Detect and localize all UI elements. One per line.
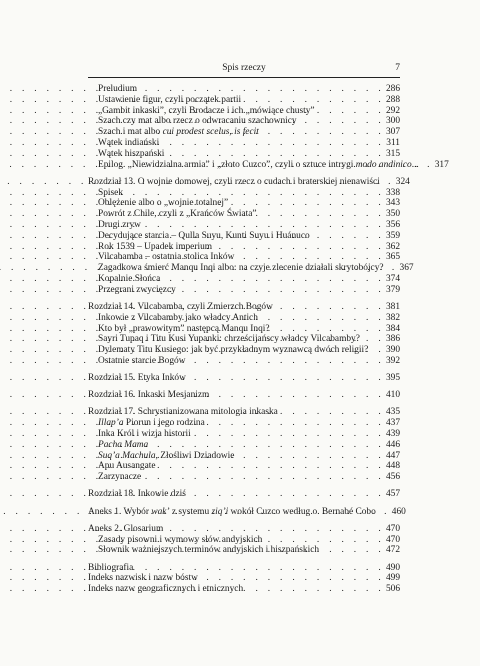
dot-leader (209, 390, 384, 401)
toc-section-entry (88, 313, 400, 324)
dot-leader (310, 231, 384, 242)
toc-entry-title-part: Sayri Tupaq i Titu Kusi Yupanki: chrześcijańscy władcy Vilcabamby? (98, 334, 360, 345)
toc-entry-title-italic: Illap’a (98, 418, 124, 429)
toc-entry-title-part: Aneks 1. Wybór (88, 506, 152, 517)
toc-entry-title-italic: Pacha Mama (98, 439, 149, 450)
toc-page-number: 359 (385, 230, 400, 241)
toc-entry-title-italic: Suq’a Machula (98, 450, 156, 461)
toc-page-number: 460 (391, 506, 406, 517)
toc-section-entry (88, 149, 400, 160)
toc-chapter-entry (88, 524, 400, 535)
dot-leader (262, 535, 384, 546)
toc-page-number: 437 (385, 418, 400, 429)
dot-leader (186, 373, 384, 384)
dot-leader (176, 285, 384, 296)
toc-page-number: 506 (385, 584, 400, 595)
toc-entry-title-part: Rozdział 16. Inkaski Mesjanizm (88, 390, 210, 401)
toc-section-entry (88, 138, 400, 149)
dot-leader (123, 188, 384, 199)
dot-leader (270, 324, 384, 335)
toc-section-entry (88, 220, 400, 231)
toc-page-number: 448 (385, 461, 400, 472)
toc-page-number: 300 (385, 116, 400, 127)
toc-entry-title-part: wokół Cuzco według o. Bernabé Cobo (228, 506, 376, 517)
dot-leader (319, 545, 384, 556)
toc-entry-title-part: Zasady pisowni i wymowy słów andyjskich (98, 534, 263, 545)
toc-chapter-entry (88, 489, 400, 500)
dot-leader (141, 472, 384, 483)
toc-section-entry (88, 231, 400, 242)
toc-section-entry (88, 545, 400, 556)
toc-page-number: 446 (385, 439, 400, 450)
toc-page-number: 324 (395, 176, 410, 187)
dot-leader (258, 313, 384, 324)
toc-section-entry (88, 209, 400, 220)
dot-leader (241, 95, 384, 106)
dot-leader (205, 418, 384, 429)
dot-leader (257, 209, 384, 220)
dot-leader (164, 149, 384, 160)
toc-section-entry (88, 106, 400, 117)
toc-page-number: 435 (385, 407, 400, 418)
dot-leader (297, 116, 384, 127)
toc-page-number: 470 (385, 534, 400, 545)
page-number: 7 (395, 63, 400, 73)
toc-section-entry (88, 198, 400, 209)
toc-page-number: 374 (385, 273, 400, 284)
toc-entry-title-part: Rozdział 18. Inkowie dziś (88, 489, 186, 500)
toc-section-entry (88, 252, 400, 263)
dot-leader (141, 220, 384, 231)
dot-leader (185, 356, 384, 367)
toc-page-number: 410 (385, 390, 400, 401)
toc-entry-title-part: Kopalnie Słońca (98, 273, 161, 284)
toc-page-number: 362 (385, 241, 400, 252)
toc-page-number: 343 (385, 198, 400, 209)
toc-entry-title-part: Wątek hiszpański (98, 148, 165, 159)
toc-page-number: 384 (385, 323, 400, 334)
toc-entry-title-italic: cui prodest scelus, is fecit (162, 127, 259, 138)
toc-entry-title-part: Oblężenie albo o „wojnie totalnej” (98, 198, 229, 209)
toc-page-number: 395 (385, 373, 400, 384)
toc-section-entry (88, 429, 400, 440)
dot-leader (315, 106, 384, 117)
dot-leader (212, 242, 384, 253)
toc-chapter-entry (88, 176, 410, 188)
toc-section-entry (88, 334, 400, 345)
toc-section-entry (88, 418, 400, 429)
dot-leader (160, 274, 384, 285)
toc-section-entry (88, 440, 400, 451)
toc-chapter-entry (88, 573, 400, 584)
toc-chapter-entry (88, 390, 400, 401)
toc-section-entry (88, 159, 449, 171)
toc-page-number: 472 (385, 545, 400, 556)
toc-page-number: 439 (385, 429, 400, 440)
toc-page-number: 338 (385, 187, 400, 198)
dot-leader (273, 302, 384, 313)
toc-page-number: 288 (385, 94, 400, 105)
dot-leader (159, 138, 384, 149)
toc-page-number: 367 (399, 263, 414, 274)
toc-section-entry (88, 461, 400, 472)
toc-chapter-entry (88, 373, 400, 384)
toc-section-entry (88, 285, 400, 296)
toc-entry-title-part: Zagadkowa śmierć Manqu Inqi albo: na czyje zlecenie działali skrytobójcy? (98, 263, 384, 274)
running-head (88, 62, 400, 74)
dot-leader (368, 345, 384, 356)
toc-section-entry (88, 116, 400, 127)
toc-section-entry (88, 451, 400, 462)
toc-section-entry (88, 345, 400, 356)
toc-entry-title-part: Przegrani zwycięzcy (98, 284, 176, 295)
dot-leader (360, 334, 384, 345)
toc-entry-title-italic: ziq’i (211, 506, 229, 517)
toc-entry-title-part: Rozdział 13. O wojnie domowej, czyli rzecz o cudach i braterskiej nienawiści (88, 176, 380, 187)
toc-chapter-entry (88, 407, 400, 418)
toc-entry-title-part: Ostatnie starcie Bogów (98, 355, 186, 366)
toc-page-number: 365 (385, 252, 400, 263)
dot-leader (243, 584, 384, 595)
toc-page-number: 379 (385, 284, 400, 295)
toc-page-number: 386 (385, 334, 400, 345)
toc-entry-title-part: Ustawienie figur, czyli początek partii (98, 94, 242, 105)
toc-entry-title-part: Epilog. „Niewidzialna armia” i „złoto Cuzco”, czyli o sztuce intrygi (98, 159, 356, 170)
dot-leader (133, 563, 384, 574)
toc-chapter-entry (88, 506, 406, 518)
dot-leader (156, 461, 384, 472)
toc-section-entry (88, 95, 400, 106)
toc-entry-title-part: Inka Król i wizja historii (98, 429, 191, 440)
toc-section-entry (88, 535, 400, 546)
toc-entry-title-part: Kto był „prawowitym” następcą Manqu Inqi? (98, 323, 270, 334)
toc-section-entry (88, 84, 400, 95)
toc-entry-title-part: Inkowie z Vilcabamby jako władcy Antich (98, 312, 258, 323)
toc-page-number: 447 (385, 450, 400, 461)
toc-entry-title-part: Rozdział 15. Etyka Inków (88, 373, 186, 384)
toc-entry-title-part: Piorun i jego rodzina (123, 418, 205, 429)
table-of-contents (88, 84, 449, 595)
dot-leader (191, 429, 384, 440)
toc-page-number: 499 (385, 573, 400, 584)
toc-chapter-entry (88, 302, 400, 313)
toc-page-number: 356 (385, 219, 400, 230)
toc-section-entry (88, 188, 400, 199)
dot-leader (259, 127, 384, 138)
dot-leader (234, 252, 384, 263)
toc-entry-title-part: „Gambit inkaski”, czyli Brodacze i ich „mówiące chusty” (98, 105, 315, 116)
toc-entry-title-part: Aneks 2. Glosarium (88, 523, 164, 534)
toc-page-number: 292 (385, 105, 400, 116)
toc-section-entry (88, 242, 400, 253)
toc-entry-title-part: Słownik ważniejszych terminów andyjskich i hiszpańskich (98, 545, 320, 556)
toc-chapter-entry (88, 584, 400, 595)
toc-page-number: 286 (385, 84, 400, 94)
dot-leader (198, 573, 384, 584)
toc-page-number: 381 (385, 301, 400, 312)
toc-page-number: 315 (385, 148, 400, 159)
toc-page-number: 470 (385, 523, 400, 534)
toc-entry-title-part: Spisek (98, 187, 124, 198)
toc-entry-title-part: Dylematy Titu Kusiego: jak być przykładnym wyznawcą dwóch religii? (98, 345, 369, 356)
toc-entry-title-part: Bibliografia (88, 562, 134, 573)
dot-leader (384, 263, 398, 274)
toc-entry-title-part: Indeks nazwisk i nazw bóstw (88, 573, 198, 584)
toc-section-entry (88, 274, 400, 285)
toc-page-number: 390 (385, 345, 400, 356)
dot-leader (278, 407, 384, 418)
toc-entry-title-part: Szach czy mat albo rzecz o odwracaniu szachownicy (98, 116, 297, 127)
toc-entry-title-part: Szach i mat albo (98, 127, 163, 138)
toc-entry-title-part: Indeks nazw geograficznych i etnicznych (88, 584, 244, 595)
toc-page-number: 392 (385, 355, 400, 366)
header-rule (88, 77, 400, 78)
toc-section-entry (88, 127, 400, 138)
toc-entry-title-part: Drugi zryw (98, 219, 141, 230)
toc-page-number: 311 (386, 137, 400, 148)
toc-page-number: 490 (385, 562, 400, 573)
toc-page-number: 317 (434, 159, 449, 170)
dot-leader (380, 177, 394, 188)
toc-entry-title-part: Zarzynacze (98, 472, 142, 483)
toc-entry-title-part: Powrót z Chile, czyli z „Krańców Świata” (98, 209, 257, 220)
dot-leader (376, 507, 390, 518)
toc-section-entry (88, 356, 400, 367)
toc-entry-title-part: Rozdział 17. Schrystianizowana mitologia inkaska (88, 407, 278, 418)
toc-entry-title-italic: modo andinico (355, 159, 412, 170)
dot-leader (186, 489, 384, 500)
toc-section-entry (88, 263, 414, 274)
toc-section-entry (88, 324, 400, 335)
toc-entry-title-part: z systemu (169, 506, 212, 517)
toc-entry-title-part: Wątek indiański (98, 137, 160, 148)
dot-leader (148, 440, 384, 451)
running-title: Spis rzeczy (222, 63, 266, 73)
toc-entry-title-part: Rok 1539 – Upadek imperium (98, 241, 213, 252)
dot-leader (234, 451, 384, 462)
toc-entry-title-part: ... (411, 159, 419, 170)
dot-leader (228, 198, 384, 209)
toc-entry-title-part: Rozdział 14. Vilcabamba, czyli Zmierzch Bogów (88, 301, 273, 312)
toc-entry-title-part: , Złośliwi Dziadowie (155, 450, 235, 461)
dot-leader (419, 160, 433, 171)
toc-page-number: 307 (385, 127, 400, 138)
toc-page-number: 457 (385, 489, 400, 500)
toc-entry-title-part: Preludium (98, 84, 138, 94)
toc-chapter-entry (88, 563, 400, 574)
toc-page-number: 456 (385, 472, 400, 483)
toc-section-entry (88, 472, 400, 483)
toc-page-number: 382 (385, 312, 400, 323)
toc-entry-title-part: Apu Ausangate (98, 461, 156, 472)
toc-entry-title-italic: wak’ (151, 506, 170, 517)
dot-leader (137, 84, 384, 95)
toc-entry-title-part: Decydujące starcia – Qulla Suyu, Kunti Suyu i Huánuco (98, 230, 310, 241)
dot-leader (163, 524, 384, 535)
toc-page-number: 350 (385, 209, 400, 220)
toc-entry-title-part: Vilcabamba – ostatnia stolica Inków (98, 252, 235, 263)
